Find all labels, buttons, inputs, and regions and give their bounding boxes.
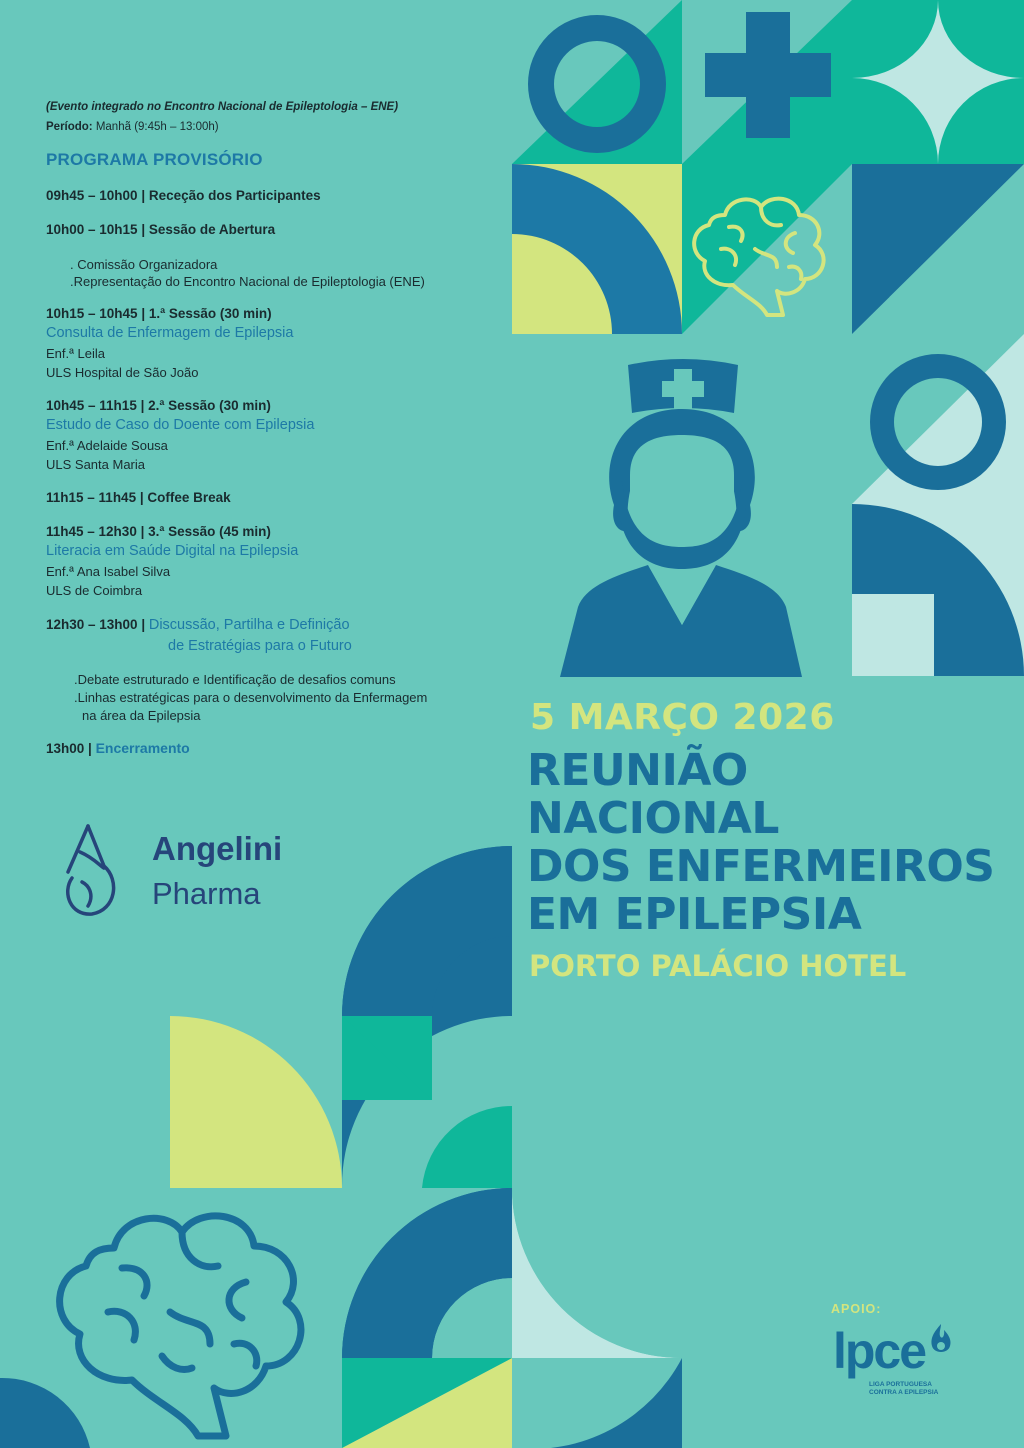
discussion-label-line2: de Estratégias para o Futuro — [168, 638, 352, 654]
item-separator: | — [84, 741, 96, 756]
item-time: 10h45 – 11h15 — [46, 398, 137, 413]
session-institution: ULS de Coimbra — [46, 583, 143, 598]
program-item-discussion — [46, 617, 350, 633]
item-label: Discussão, Partilha e Definição — [148, 617, 350, 633]
item-time: 11h45 – 12h30 — [46, 524, 137, 539]
program-item-session1 — [46, 306, 272, 321]
item-time: 12h30 – 13h00 — [46, 617, 138, 632]
ring-icon — [866, 350, 1010, 494]
arc-lime — [170, 1016, 342, 1188]
period-label: Período: — [46, 121, 93, 133]
item-label: Sessão de Abertura — [148, 222, 276, 237]
item-separator: | — [136, 524, 149, 539]
item-label: Receção dos Participantes — [148, 188, 321, 203]
event-title-line: NACIONAL — [527, 793, 779, 844]
item-time: 10h00 – 10h15 — [46, 222, 138, 237]
support-logo-sub1: LIGA PORTUGUESA — [869, 1381, 932, 1388]
opening-subitem: .Representação do Encontro Nacional de Epileptologia (ENE) — [70, 274, 425, 289]
item-label: 1.ª Sessão (30 min) — [148, 306, 272, 321]
period-value: Manhã (9:45h – 13:00h) — [92, 121, 219, 133]
ring-icon — [527, 14, 667, 154]
program-item-reception — [46, 188, 321, 203]
program-item-closing — [46, 740, 190, 756]
item-separator: | — [137, 222, 149, 237]
discussion-subitem: .Debate estruturado e Identificação de desafios comuns — [74, 672, 396, 687]
discussion-subitem: .Linhas estratégicas para o desenvolvimento da Enfermagem — [74, 690, 428, 705]
event-period — [46, 121, 219, 133]
program-item-coffee — [46, 490, 231, 505]
session-topic: Literacia em Saúde Digital na Epilepsia — [46, 543, 299, 559]
item-label: Coffee Break — [147, 490, 231, 505]
item-time: 13h00 — [46, 741, 85, 756]
session-institution: ULS Hospital de São João — [46, 365, 199, 380]
item-label: Encerramento — [95, 740, 190, 756]
item-label: 2.ª Sessão (30 min) — [148, 398, 271, 413]
event-title-line: REUNIÃO — [527, 745, 748, 796]
program-item-session3 — [46, 524, 271, 539]
session-speaker: Enf.ª Ana Isabel Silva — [46, 564, 171, 579]
event-venue: PORTO PALÁCIO HOTEL — [529, 949, 907, 983]
event-title-line: DOS ENFERMEIROS — [527, 841, 995, 892]
session-speaker: Enf.ª Adelaide Sousa — [46, 438, 168, 453]
program-item-session2 — [46, 398, 271, 413]
event-title-line: EM EPILEPSIA — [527, 889, 862, 940]
discussion-subitem: na área da Epilepsia — [82, 708, 201, 723]
brain-icon — [42, 1196, 332, 1442]
item-separator: | — [136, 490, 148, 505]
event-note: (Evento integrado no Encontro Nacional de Epileptologia – ENE) — [46, 101, 399, 113]
opening-subitem: . Comissão Organizadora — [70, 257, 218, 272]
support-logo-sub2: CONTRA A EPILEPSIA — [869, 1389, 939, 1396]
item-time: 10h15 – 10h45 — [46, 306, 138, 321]
item-time: 09h45 – 10h00 — [46, 188, 138, 203]
support-label: APOIO: — [831, 1302, 882, 1316]
session-topic: Consulta de Enfermagem de Epilepsia — [46, 325, 294, 341]
program-item-opening — [46, 222, 275, 237]
sponsor-name-line1: Angelini — [152, 830, 283, 867]
session-institution: ULS Santa Maria — [46, 457, 145, 472]
nurse-icon — [558, 355, 804, 679]
angelini-drop-logo-icon — [60, 822, 120, 918]
item-separator: | — [136, 398, 149, 413]
event-date: 5 MARÇO 2026 — [530, 697, 835, 738]
item-label: 3.ª Sessão (45 min) — [148, 524, 271, 539]
sponsor-name-line2: Pharma — [152, 876, 261, 911]
sparkle-shape-icon — [852, 0, 1024, 164]
session-topic: Estudo de Caso do Doente com Epilepsia — [46, 417, 315, 433]
brain-icon — [685, 187, 841, 319]
item-separator: | — [137, 188, 149, 203]
lpce-flame-icon — [928, 1322, 954, 1358]
item-time: 11h15 – 11h45 — [46, 490, 137, 505]
item-separator: | — [137, 306, 149, 321]
item-separator: | — [137, 617, 149, 632]
medical-cross-icon — [705, 12, 831, 138]
session-speaker: Enf.ª Leila — [46, 346, 106, 361]
support-logo-text: lpce — [833, 1323, 926, 1379]
program-title: PROGRAMA PROVISÓRIO — [46, 150, 263, 169]
